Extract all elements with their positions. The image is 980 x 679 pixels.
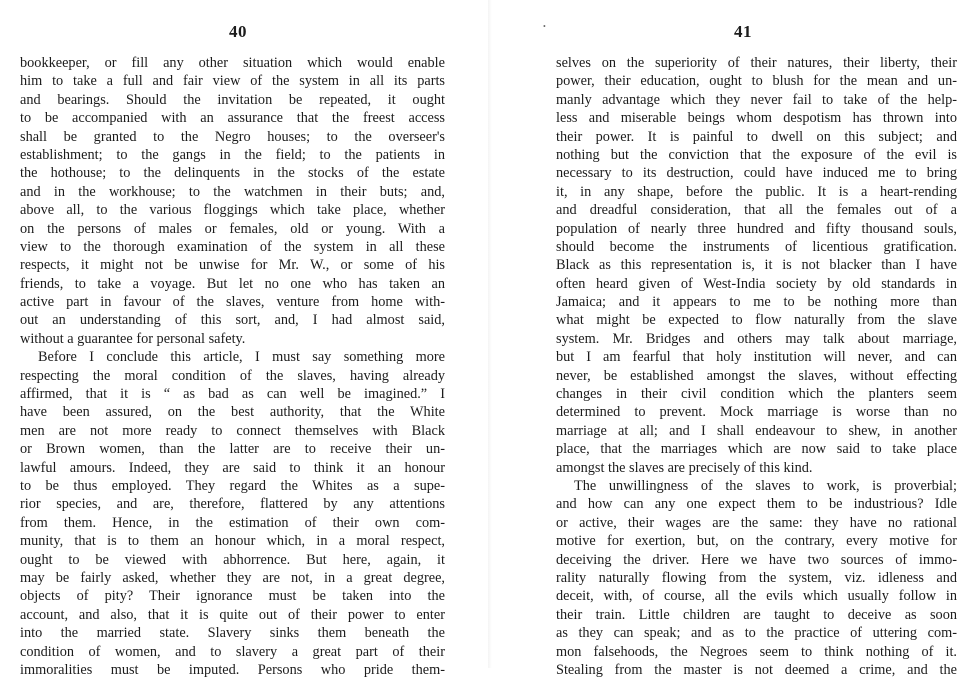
text-line: shall be granted to the Negro houses; to the overseer's [20,128,445,145]
text-line: never, be established amongst the slaves, without effecting [556,367,957,384]
text-line: view to the thorough examination of the system in all these [20,238,445,255]
text-line: active part in favour of the slaves, venture from home with- [20,294,445,311]
text-line: rior species, and are, therefore, flattered by any attentions [20,496,445,513]
text-line: selves on the superiority of their natures, their liberty, their [556,55,957,71]
text-line: establishment; to the gangs in the field; to the patients in [20,146,445,163]
text-line: men are not more ready to connect themselves with Black [20,422,445,439]
text-line: lawful amours. Indeed, they are said to think it an honour [20,459,445,476]
text-line: their power. It is painful to dwell on this subject; and [556,128,957,145]
text-line: population of nearly three hundred and fifty thousand souls, [556,220,957,237]
text-line: or Brown women, than the latter are to receive their un- [20,441,445,458]
text-line: Stealing from the master is not deemed a crime, and the [556,661,957,678]
left-page-number: 40 [229,22,247,41]
book-gutter [488,0,492,668]
text-line: and in the workhouse; to the watchmen in their buts; and, [20,183,445,200]
text-line: bookkeeper, or fill any other situation which would enable [20,55,445,71]
text-line: munity, that is to them an honour which, in a moral respect, [20,533,445,550]
gutter-mark: • [543,22,546,31]
text-line: but I am fearful that holy institution will never, and can [556,349,957,366]
text-line: changes in their civil condition which the planters seem [556,386,957,403]
text-line: respects, it might not be unwise for Mr. W., or some of his [20,257,445,274]
text-line: necessary to its destruction, could have induced me to bring [556,165,957,182]
left-page-text [20,54,445,679]
text-line: and bearings. Should the invitation be repeated, it ought [20,91,445,108]
text-line: deceit, with, of course, all the evils which usually follow in [556,588,957,605]
text-line: the hothouse; to the delinquents in the stocks of the estate [20,165,445,182]
text-line: above all, to the various floggings which take place, whether [20,202,445,219]
text-line: friends, to take a voyage. But let no one who has taken an [20,275,445,292]
text-line: objects of pity? Their ignorance must be taken into the [20,588,445,605]
text-line: place, that the marriages which are now said to take place [556,441,957,458]
text-line: mon falsehoods, the Negroes seem to think nothing of it. [556,643,957,660]
text-line: system. Mr. Bridges and others may talk about marriage, [556,330,957,347]
text-line: respecting the moral condition of the slaves, having already [20,367,445,384]
text-line: and how can any one expect them to be industrious? Idle [556,496,957,513]
text-line: have been assured, on the best authority, that the White [20,404,445,421]
text-line: The unwillingness of the slaves to work, is proverbial; [574,477,957,494]
text-line: out an understanding of this sort, and, I had almost said, [20,312,445,329]
text-line: condition of women, and to slavery a great part of their [20,643,445,660]
text-line: affirmed, that it is “ as bad as can well be imagined.” I [20,386,445,403]
text-line: to be thus employed. They regard the Whites as a supe- [20,477,445,494]
text-line: Before I conclude this article, I must say something more [38,349,445,366]
right-page-text [556,54,957,679]
text-line: their train. Little children are taught to deceive as soon [556,606,957,623]
text-line: amongst the slaves are precisely of this kind. [556,459,813,476]
text-line: manly advantage which they never fail to take of the help- [556,91,957,108]
text-line: Jamaica; and it appears to me to be nothing more than [556,294,957,311]
text-line: often heard given of West-India society by old standards in [556,275,957,292]
text-line: account, and also, that it is quite out of their power to enter [20,606,445,623]
text-line: and dreadful consideration, that all the females out of a [556,202,957,219]
text-line: immoralities must be imputed. Persons who pride them- [20,661,445,678]
text-line: on the persons of males or females, old or young. With a [20,220,445,237]
text-line: rality naturally flowing from the system, viz. idleness and [556,569,957,586]
text-line: into the married state. Slavery sinks them beneath the [20,625,445,642]
text-line: should become the instruments of licentious gratification. [556,238,957,255]
text-line: power, their education, ought to blush for the mean and un- [556,73,957,90]
text-line: deceiving the driver. Here we have two sources of immo- [556,551,957,568]
text-line: him to take a full and fair view of the system in all its parts [20,73,445,90]
text-line: nothing but the conviction that the exposure of the evil is [556,146,957,163]
text-line: motive for exertion, but, on the contrary, every motive for [556,533,957,550]
text-line: it, in any shape, before the public. It is a heart-rending [556,183,957,200]
text-line: what might be expected to flow naturally from the slave [556,312,957,329]
text-line: less and miserable beings whom despotism has thrown into [556,110,957,127]
right-page-number: 41 [734,22,752,41]
text-line: determined to prevent. Mock marriage is worse than no [556,404,957,421]
text-line: to be accompanied with an assurance that the freest access [20,110,445,127]
text-line: may be fairly asked, whether they are not, in a great degree, [20,569,445,586]
text-line: without a guarantee for personal safety. [20,330,246,347]
text-line: from them. Hence, in the estimation of their own com- [20,514,445,531]
text-line: Black as this representation is, it is not blacker than I have [556,257,957,274]
text-line: or active, their wages are the same: they have no rational [556,514,957,531]
text-line: marriage at all; and I shall endeavour to shew, in another [556,422,957,439]
text-line: as they can speak; and as to the practice of uttering com- [556,625,957,642]
text-line: ought to be viewed with abhorrence. But here, again, it [20,551,445,568]
